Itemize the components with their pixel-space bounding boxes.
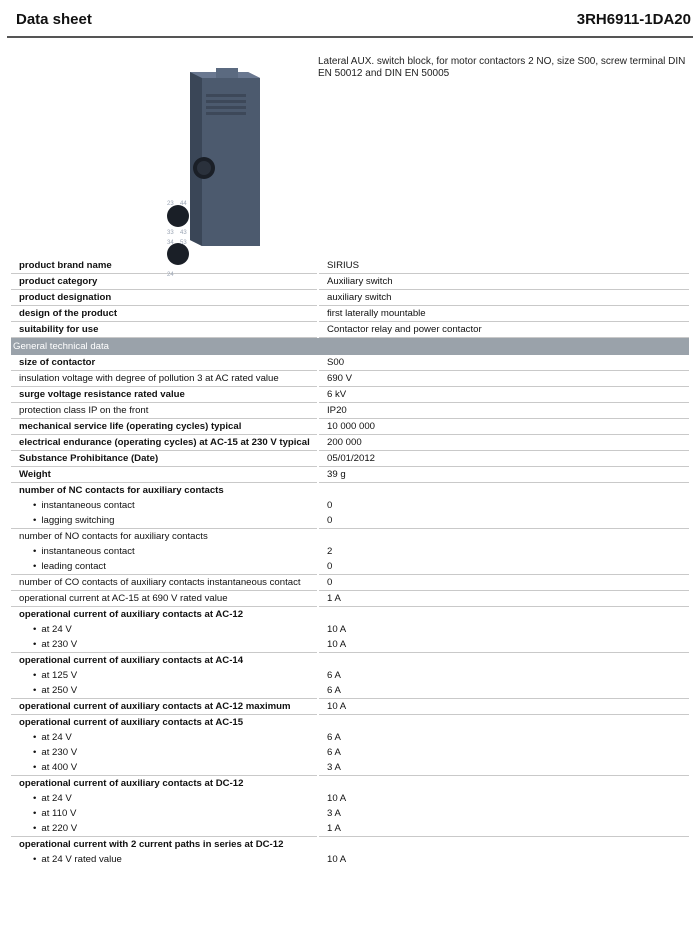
row-label: protection class IP on the front [11, 403, 318, 419]
row-value: 6 A [318, 745, 689, 760]
row-label: operational current of auxiliary contacts at AC-12 maximum [11, 699, 318, 715]
row-value: first laterally mountable [318, 306, 689, 322]
row-label: product category [11, 274, 318, 290]
table-row [11, 653, 689, 669]
product-table [11, 258, 689, 867]
row-value: S00 [318, 355, 689, 371]
row-value: auxiliary switch [318, 290, 689, 306]
row-value: 39 g [318, 467, 689, 483]
table-row [11, 837, 689, 853]
row-label: Weight [11, 467, 318, 483]
row-label: number of NO contacts for auxiliary contacts [19, 531, 208, 542]
row-label: surge voltage resistance rated value [11, 387, 318, 403]
row-label: • at 24 V [11, 791, 318, 806]
row-label: • lagging switching [11, 513, 318, 529]
row-value: SIRIUS [318, 258, 689, 274]
table-row [11, 387, 689, 403]
table-row [11, 760, 689, 776]
table-row [11, 322, 689, 338]
row-label: operational current at AC-15 at 690 V rated value [11, 591, 318, 607]
row-value: 05/01/2012 [318, 451, 689, 467]
table-row [11, 258, 689, 274]
row-label: • at 24 V rated value [11, 852, 318, 867]
row-label: operational current of auxiliary contacts at AC-15 [19, 717, 244, 728]
row-label: • instantaneous contact [11, 498, 318, 513]
table-row [11, 683, 689, 699]
table-row [11, 821, 689, 837]
terminal-mark: 33 [167, 230, 174, 236]
row-value [318, 529, 689, 545]
terminal-mark: 34 [167, 240, 174, 246]
table-row [11, 529, 689, 545]
row-value: 6 kV [318, 387, 689, 403]
row-value: 3 A [318, 806, 689, 821]
row-value: 1 A [318, 591, 689, 607]
row-label: insulation voltage with degree of pollution 3 at AC rated value [11, 371, 318, 387]
table-row [11, 806, 689, 821]
row-value [318, 837, 689, 853]
table-row [11, 607, 689, 623]
row-label: • instantaneous contact [11, 544, 318, 559]
row-label: suitability for use [11, 322, 318, 338]
row-label: • at 110 V [11, 806, 318, 821]
terminal-mark: 53 [180, 240, 187, 246]
row-value: 690 V [318, 371, 689, 387]
table-row [11, 715, 689, 731]
table-row [11, 637, 689, 653]
table-row [11, 668, 689, 683]
table-row [11, 591, 689, 607]
row-value: 200 000 [318, 435, 689, 451]
table-row [11, 559, 689, 575]
row-label: • at 230 V [11, 745, 318, 760]
table-row [11, 498, 689, 513]
row-label: number of NC contacts for auxiliary contacts [19, 485, 224, 496]
row-label: • at 125 V [11, 668, 318, 683]
row-value: 10 000 000 [318, 419, 689, 435]
product-code: 3RH6911-1DA20 [576, 11, 691, 28]
row-label: operational current of auxiliary contacts at AC-14 [19, 655, 244, 666]
terminal-mark: 23 [167, 201, 174, 207]
row-value: 0 [318, 559, 689, 575]
table-row [11, 745, 689, 760]
terminal-mark: 43 [180, 230, 187, 236]
row-label: electrical endurance (operating cycles) at AC-15 at 230 V typical [11, 435, 318, 451]
table-row [11, 419, 689, 435]
row-value: 10 A [318, 699, 689, 715]
table-row [11, 852, 689, 867]
row-value: 10 A [318, 791, 689, 806]
table-row [11, 451, 689, 467]
section-header [11, 338, 689, 356]
row-label: size of contactor [11, 355, 318, 371]
terminal-mark: 44 [180, 201, 187, 207]
row-value [318, 715, 689, 731]
table-row [11, 435, 689, 451]
row-label: • at 24 V [11, 622, 318, 637]
table-row [11, 355, 689, 371]
row-label: • at 230 V [11, 637, 318, 653]
row-label: • leading contact [11, 559, 318, 575]
table-row [11, 699, 689, 715]
table-row [11, 467, 689, 483]
row-value: 6 A [318, 730, 689, 745]
table-row [11, 730, 689, 745]
table-row [11, 544, 689, 559]
row-value: IP20 [318, 403, 689, 419]
table-row [11, 290, 689, 306]
table-row [11, 274, 689, 290]
row-label: product designation [11, 290, 318, 306]
row-value: Auxiliary switch [318, 274, 689, 290]
table-row [11, 306, 689, 322]
row-label: • at 24 V [11, 730, 318, 745]
row-label: number of CO contacts of auxiliary contacts instantaneous contact [11, 575, 318, 591]
table-row [11, 791, 689, 806]
product-image [160, 64, 270, 278]
row-value: 10 A [318, 637, 689, 653]
row-value [318, 776, 689, 792]
row-label: product brand name [11, 258, 318, 274]
table-row [11, 622, 689, 637]
row-value: Contactor relay and power contactor [318, 322, 689, 338]
table-row [11, 483, 689, 499]
table-row [11, 371, 689, 387]
product-description: Lateral AUX. switch block, for motor contactors 2 NO, size S00, screw terminal DIN EN 50012 and DIN EN 50005 [318, 56, 686, 79]
table-row [11, 575, 689, 591]
document-header [7, 0, 693, 38]
section-title: General technical data [11, 338, 689, 356]
row-value: 1 A [318, 821, 689, 837]
row-value: 6 A [318, 683, 689, 699]
document-title: Data sheet [16, 11, 92, 28]
row-label: operational current of auxiliary contacts at AC-12 [19, 609, 244, 620]
row-label: • at 400 V [11, 760, 318, 776]
row-value: 0 [318, 498, 689, 513]
row-value [318, 483, 689, 499]
row-value: 2 [318, 544, 689, 559]
row-label: Substance Prohibitance (Date) [11, 451, 318, 467]
table-row [11, 513, 689, 529]
row-value: 3 A [318, 760, 689, 776]
terminal-mark: 24 [167, 272, 174, 278]
row-value: 6 A [318, 668, 689, 683]
row-label: mechanical service life (operating cycles) typical [11, 419, 318, 435]
row-label: • at 220 V [11, 821, 318, 837]
row-label: operational current of auxiliary contacts at DC-12 [19, 778, 244, 789]
row-value [318, 607, 689, 623]
row-value: 10 A [318, 852, 689, 867]
row-value: 10 A [318, 622, 689, 637]
row-value [318, 653, 689, 669]
row-label: • at 250 V [11, 683, 318, 699]
table-row [11, 403, 689, 419]
row-label: operational current with 2 current paths in series at DC-12 [19, 839, 284, 850]
table-row [11, 776, 689, 792]
row-value: 0 [318, 513, 689, 529]
row-label: design of the product [11, 306, 318, 322]
row-value: 0 [318, 575, 689, 591]
